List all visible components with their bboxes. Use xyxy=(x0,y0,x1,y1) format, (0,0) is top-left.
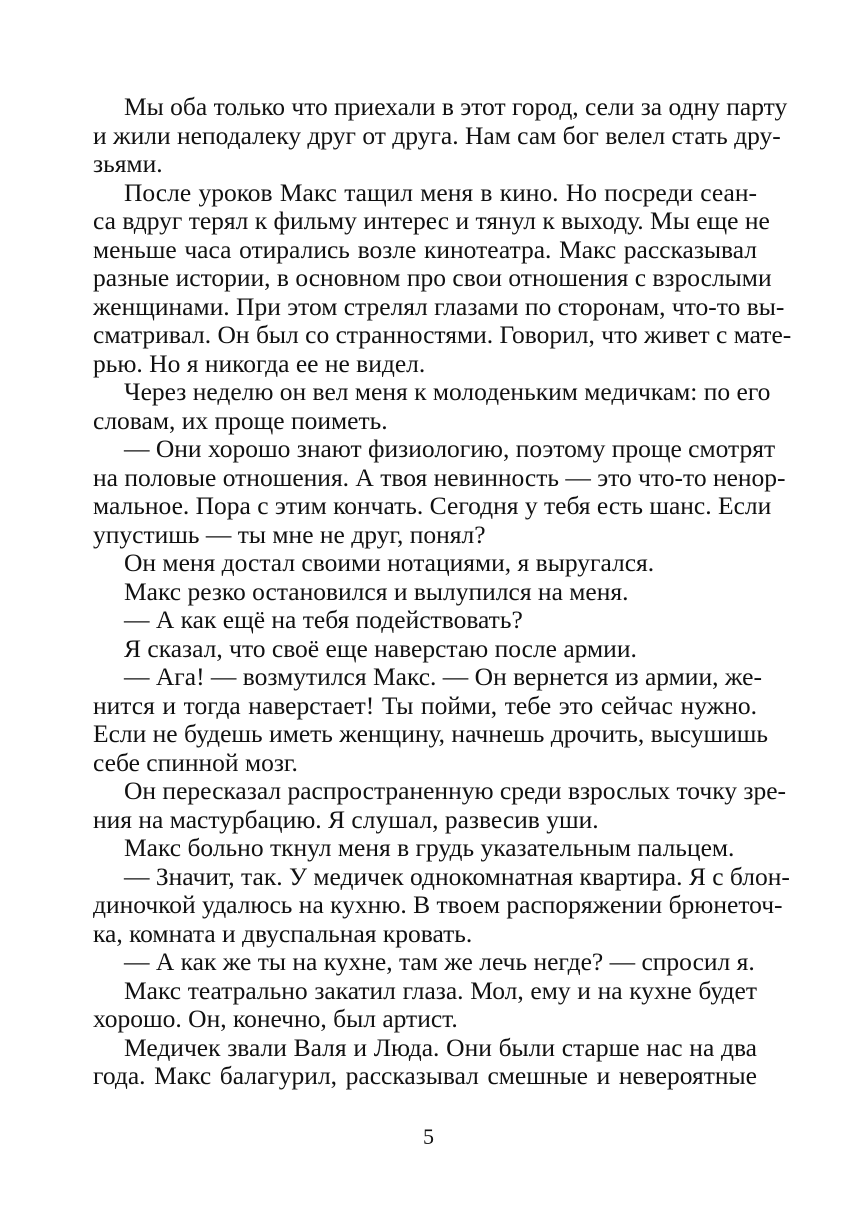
text-line: — Значит, так. У медичек однокомнатная квартира. Я с блон- xyxy=(124,861,790,891)
text-line: Медичек звали Валя и Люда. Они были старше нас на два xyxy=(124,1032,757,1062)
text-line: Я сказал, что своё еще наверстаю после армии. xyxy=(124,633,637,663)
text-line: Он меня достал своими нотациями, я выругался. xyxy=(124,548,655,577)
text-line: После уроков Макс тащил меня в кино. Но посреди сеан- xyxy=(124,177,757,207)
text-line: зьями. xyxy=(93,149,163,178)
text-line: хорошо. Он, конечно, был артист. xyxy=(93,1004,458,1033)
text-line: Макс театрально закатил глаза. Мол, ему и на кухне будет xyxy=(124,975,757,1005)
text-line: Если не будешь иметь женщину, начнешь дрочить, высушишь xyxy=(93,719,769,748)
text-line: женщинами. При этом стрелял глазами по сторонам, что-то вы- xyxy=(93,291,785,321)
text-line: са вдруг терял к фильму интерес и тянул к выходу. Мы еще не xyxy=(93,206,770,235)
page-number: 5 xyxy=(423,1124,434,1149)
text-line: года. Макс балагурил, рассказывал смешные и невероятные xyxy=(93,1061,757,1090)
text-line: словам, их проще поиметь. xyxy=(93,405,388,435)
text-line: рью. Но я никогда ее не видел. xyxy=(93,348,426,378)
text-line: Он пересказал распространенную среди взрослых точку зре- xyxy=(124,776,787,805)
text-line: диночкой удалюсь на кухню. В твоем распоряжении брюнеточ- xyxy=(93,890,783,919)
text-line: ка, комната и двуспальная кровать. xyxy=(93,918,473,948)
text-line: ния на мастурбацию. Я слушал, развесив уши. xyxy=(93,804,599,834)
body-text xyxy=(93,92,792,1091)
text-line: — А как ещё на тебя подействовать? xyxy=(124,605,523,634)
text-line: Макс резко остановился и вылупился на меня. xyxy=(124,576,629,606)
text-line: меньше часа отирались возле кинотеатра. Макс рассказывал xyxy=(93,234,757,264)
text-line: на половые отношения. А твоя невинность — это что-то ненор- xyxy=(93,462,786,492)
text-line: мальное. Пора с этим кончать. Сегодня у тебя есть шанс. Если xyxy=(93,491,772,520)
text-line: Мы оба только что приехали в этот город, сели за одну парту xyxy=(124,92,788,121)
text-line: и жили неподалеку друг от друга. Нам сам бог велел стать дру- xyxy=(93,120,781,150)
text-line: — А как же ты на кухне, там же лечь негде? — спросил я. xyxy=(124,947,755,976)
text-line: сматривал. Он был со странностями. Говорил, что живет с мате- xyxy=(93,320,792,349)
text-line: упустишь — ты мне не друг, понял? xyxy=(93,519,486,549)
text-line: — Ага! — возмутился Макс. — Он вернется из армии, же- xyxy=(124,662,762,691)
text-line: разные истории, в основном про свои отношения с взрослыми xyxy=(93,263,772,292)
text-line: себе спинной мозг. xyxy=(93,747,298,777)
text-line: — Они хорошо знают физиологию, поэтому проще смотрят xyxy=(124,434,776,463)
text-line: нится и тогда наверстает! Ты пойми, тебе это сейчас нужно. xyxy=(93,690,757,720)
text-line: Через неделю он вел меня к молоденьким медичкам: по его xyxy=(124,377,771,406)
text-line: Макс больно ткнул меня в грудь указательным пальцем. xyxy=(124,833,735,862)
